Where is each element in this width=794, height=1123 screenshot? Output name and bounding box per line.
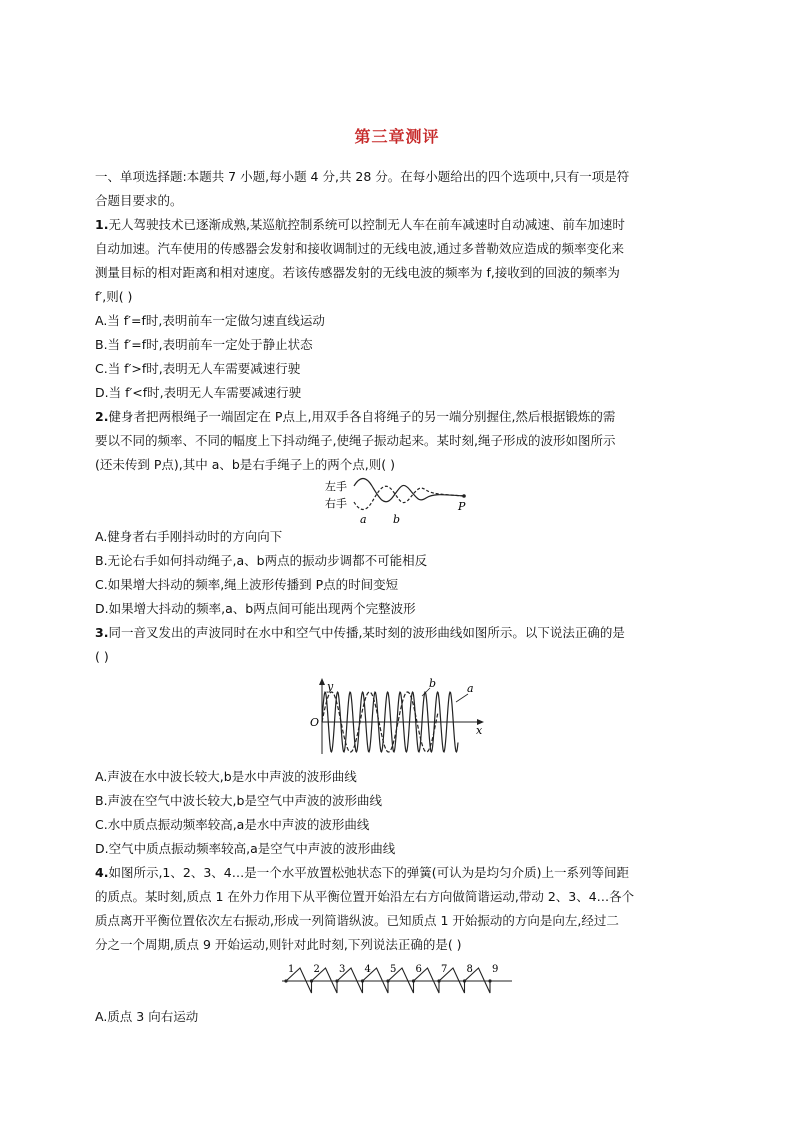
question-3-line-2: ( ) bbox=[95, 649, 109, 664]
y-axis-arrow bbox=[319, 678, 325, 685]
question-2-text: 健身者把两根绳子一端固定在 P点上,用双手各自将绳子的另一端分别握住,然后根据锻炼的需 bbox=[108, 409, 616, 424]
question-1-text: 无人驾驶技术已逐渐成熟,某巡航控制系统可以控制无人车在前车减速时自动减速、前车加速时 bbox=[108, 217, 625, 232]
curve-a-label: a bbox=[467, 682, 474, 695]
curve-b-label: b bbox=[429, 677, 437, 690]
question-3-option-c[interactable]: C.水中质点振动频率较高,a是水中声波的波形曲线 bbox=[95, 817, 370, 832]
spring-point-7 bbox=[437, 979, 440, 982]
point-p-label: P bbox=[458, 500, 466, 513]
question-4-text: 如图所示,1、2、3、4…是一个水平放置松弛状态下的弹簧(可认为是均匀介质)上一系列等间距 bbox=[108, 865, 629, 880]
question-4-option-a[interactable]: A.质点 3 向右运动 bbox=[95, 1009, 199, 1024]
rope-wave-figure bbox=[320, 474, 480, 530]
section-instructions-cont: 合题目要求的。 bbox=[95, 193, 183, 208]
question-1-line-3: 测量目标的相对距离和相对速度。若该传感器发射的无线电波的频率为 f,接收到的回波的频率为 bbox=[95, 265, 620, 280]
spring-point-6 bbox=[412, 979, 415, 982]
question-1-line-1 bbox=[95, 217, 705, 233]
question-2-option-a[interactable]: A.健身者右手刚抖动时的方向向下 bbox=[95, 529, 283, 544]
question-1-option-b[interactable]: B.当 f′=f时,表明前车一定处于静止状态 bbox=[95, 337, 313, 352]
spring-point-2 bbox=[310, 979, 313, 982]
spring-point-label-4: 4 bbox=[364, 964, 371, 975]
question-3-option-a[interactable]: A.声波在水中波长较大,b是水中声波的波形曲线 bbox=[95, 769, 357, 784]
point-a-label: a bbox=[360, 513, 367, 526]
question-4-line-4: 分之一个周期,质点 9 开始运动,则针对此时刻,下列说法正确的是( ) bbox=[95, 937, 462, 952]
spring-point-8 bbox=[463, 979, 466, 982]
question-2-line-2: 要以不同的频率、不同的幅度上下抖动绳子,使绳子振动起来。某时刻,绳子形成的波形如图所示 bbox=[95, 433, 616, 448]
question-2-line-3: (还未传到 P点),其中 a、b是右手绳子上的两个点,则( ) bbox=[95, 457, 396, 472]
question-1-line-2: 自动加速。汽车使用的传感器会发射和接收调制过的无线电波,通过多普勒效应造成的频率变化来 bbox=[95, 241, 624, 256]
question-1-option-c[interactable]: C.当 f′>f时,表明无人车需要减速行驶 bbox=[95, 361, 301, 376]
x-axis-label: x bbox=[476, 724, 483, 737]
question-3-option-d[interactable]: D.空气中质点振动频率较高,a是空气中声波的波形曲线 bbox=[95, 841, 396, 856]
origin-label: O bbox=[310, 716, 320, 729]
y-axis-label: y bbox=[327, 680, 334, 693]
question-3-text: 同一音叉发出的声波同时在水中和空气中传播,某时刻的波形曲线如图所示。以下说法正确的是 bbox=[108, 625, 625, 640]
spring-point-3 bbox=[335, 979, 338, 982]
spring-point-4 bbox=[361, 979, 364, 982]
spring-figure bbox=[278, 962, 518, 998]
question-2-option-c[interactable]: C.如果增大抖动的频率,绳上波形传播到 P点的时间变短 bbox=[95, 577, 399, 592]
left-hand-label: 左手 bbox=[325, 480, 347, 493]
question-1-option-a[interactable]: A.当 f′=f时,表明前车一定做匀速直线运动 bbox=[95, 313, 325, 328]
question-3-option-b[interactable]: B.声波在空气中波长较大,b是空气中声波的波形曲线 bbox=[95, 793, 382, 808]
question-1-number: 1. bbox=[95, 217, 109, 232]
section-instructions: 一、单项选择题:本题共 7 小题,每小题 4 分,共 28 分。在每小题给出的四个选项中,只有一项是符 bbox=[95, 169, 630, 184]
spring-point-label-8: 8 bbox=[466, 964, 473, 975]
spring-point-label-9: 9 bbox=[492, 964, 499, 975]
question-2-option-b[interactable]: B.无论右手如何抖动绳子,a、b两点的振动步调都不可能相反 bbox=[95, 553, 428, 568]
question-1-line-4: f′,则( ) bbox=[95, 289, 133, 304]
spring-point-9 bbox=[488, 979, 491, 982]
spring-point-label-1: 1 bbox=[288, 964, 295, 975]
question-4-number: 4. bbox=[95, 865, 109, 880]
curve-a-leader bbox=[456, 694, 468, 702]
question-2-option-d[interactable]: D.如果增大抖动的频率,a、b两点间可能出现两个完整波形 bbox=[95, 601, 416, 616]
spring-point-5 bbox=[386, 979, 389, 982]
question-3-number: 3. bbox=[95, 625, 109, 640]
question-4-line-2: 的质点。某时刻,质点 1 在外力作用下从平衡位置开始沿左右方向做简谐运动,带动 2、3、4…各个 bbox=[95, 889, 635, 904]
right-hand-label: 右手 bbox=[325, 497, 347, 510]
spring-point-label-7: 7 bbox=[441, 964, 448, 975]
spring-point-label-6: 6 bbox=[415, 964, 422, 975]
spring-point-label-3: 3 bbox=[339, 964, 346, 975]
question-2-number: 2. bbox=[95, 409, 109, 424]
question-2-line-1 bbox=[95, 409, 705, 425]
question-4-line-1 bbox=[95, 865, 705, 881]
point-p-marker bbox=[462, 494, 466, 498]
point-b-label: b bbox=[393, 513, 401, 526]
question-1-option-d[interactable]: D.当 f′<f时,表明无人车需要减速行驶 bbox=[95, 385, 302, 400]
spring-point-label-5: 5 bbox=[390, 964, 397, 975]
spring-point-1 bbox=[284, 979, 287, 982]
sound-wave-figure bbox=[308, 676, 488, 756]
left-rope-wave bbox=[354, 479, 464, 502]
question-4-line-3: 质点离开平衡位置依次左右振动,形成一列简谐纵波。已知质点 1 开始振动的方向是向左,经过二 bbox=[95, 913, 619, 928]
page-title: 第三章测评 bbox=[354, 127, 440, 146]
question-3-line-1 bbox=[95, 625, 705, 641]
spring-point-label-2: 2 bbox=[313, 964, 320, 975]
